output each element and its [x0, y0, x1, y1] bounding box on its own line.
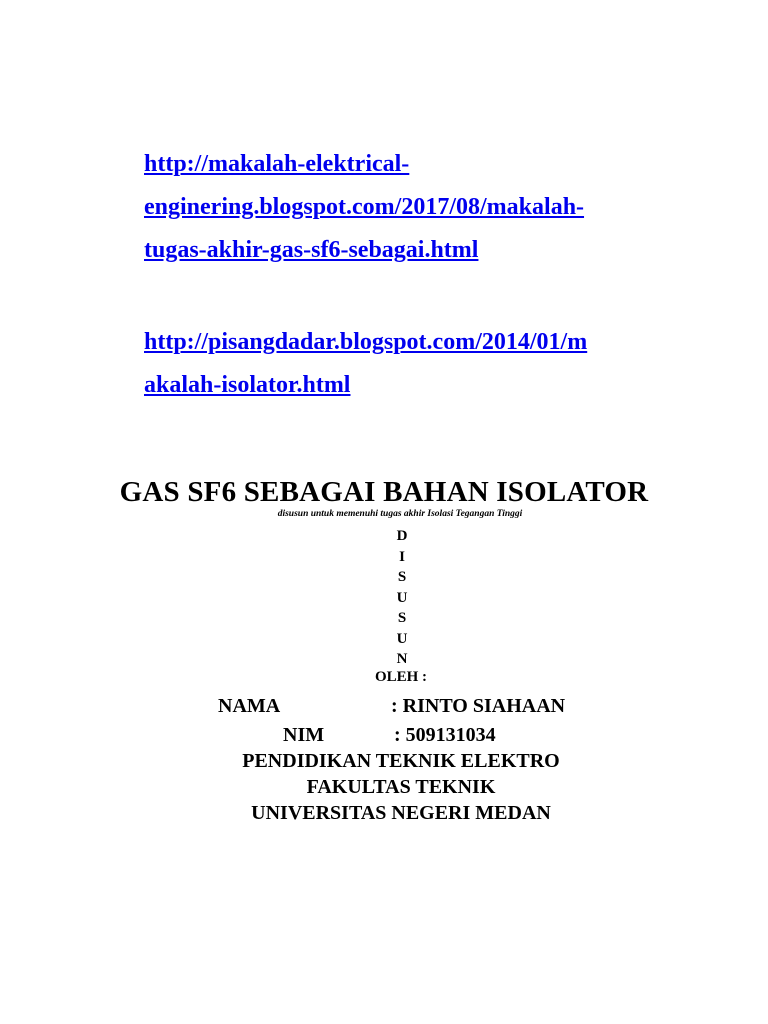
faculty-name: FAKULTAS TEKNIK [306, 776, 496, 798]
disusun-letter: N [396, 651, 408, 667]
university-name: UNIVERSITAS NEGERI MEDAN [251, 802, 551, 824]
nama-value: : RINTO SIAHAAN [391, 695, 566, 717]
oleh-label: OLEH : [374, 669, 428, 685]
document-title: GAS SF6 SEBAGAI BAHAN ISOLATOR [119, 476, 649, 508]
nama-label: NAMA [218, 695, 281, 717]
reference-link-1-line-2[interactable]: enginering.blogspot.com/2017/08/makalah- [144, 194, 585, 220]
reference-link-2-line-2[interactable]: akalah-isolator.html [144, 372, 351, 398]
nim-label: NIM [283, 724, 325, 746]
nim-value: : 509131034 [394, 724, 496, 746]
disusun-letter: S [397, 569, 407, 585]
department-name: PENDIDIKAN TEKNIK ELEKTRO [242, 750, 560, 772]
disusun-letter: S [397, 610, 407, 626]
reference-link-1[interactable] [144, 143, 664, 272]
disusun-vertical-text [388, 526, 416, 670]
disusun-letter: U [396, 589, 408, 606]
document-subtitle: disusun untuk memenuhi tugas akhir Isolasi Tegangan Tinggi [277, 509, 523, 519]
reference-link-2-line-1[interactable]: http://pisangdadar.blogspot.com/2014/01/m [144, 329, 588, 355]
reference-link-1-line-3[interactable]: tugas-akhir-gas-sf6-sebagai.html [144, 237, 479, 263]
reference-link-2[interactable] [144, 321, 664, 407]
disusun-letter: U [396, 630, 408, 647]
disusun-letter: D [396, 528, 408, 544]
reference-link-1-line-1[interactable]: http://makalah-elektrical- [144, 151, 410, 177]
disusun-letter: I [399, 548, 405, 565]
